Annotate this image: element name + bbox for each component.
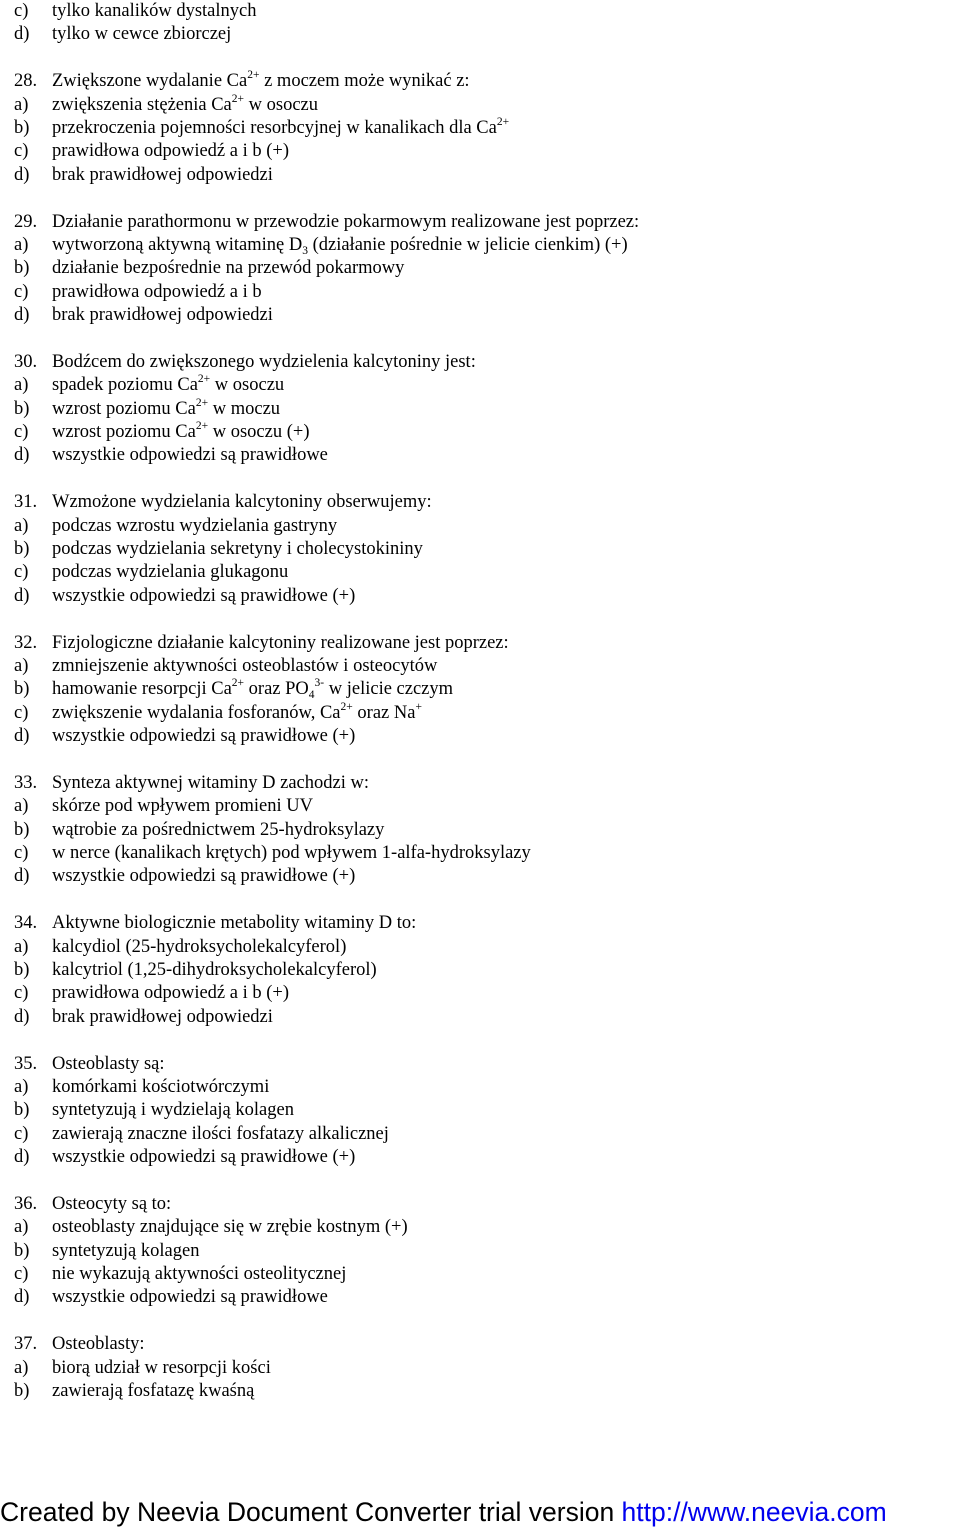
option-label: c) (14, 702, 29, 723)
option-line (14, 1006, 954, 1029)
question-text: Wzmożone wydzielania kalcytoniny obserwujemy: (52, 492, 432, 513)
option-line (14, 1240, 954, 1263)
option-line (14, 117, 954, 140)
option-text: wszystkie odpowiedzi są prawidłowe (+) (52, 866, 356, 887)
option-line (14, 936, 954, 959)
question-text: Fizjologiczne działanie kalcytoniny realizowane jest poprzez: (52, 632, 509, 653)
option-text: zawierają znaczne ilości fosfatazy alkalicznej (52, 1123, 389, 1144)
question-line (14, 1333, 954, 1356)
question-line (14, 772, 954, 795)
option-label: c) (14, 1123, 29, 1144)
option-label: b) (14, 679, 30, 700)
option-label: d) (14, 866, 30, 887)
option-line (14, 398, 954, 421)
option-line (14, 702, 954, 725)
option-label: d) (14, 24, 30, 45)
option-text: nie wykazują aktywności osteolitycznej (52, 1264, 347, 1285)
option-line (14, 561, 954, 584)
option-line (14, 164, 954, 187)
option-text: osteoblasty znajdujące się w zrębie kostnym (+) (52, 1217, 408, 1238)
option-label: c) (14, 983, 29, 1004)
option-label: c) (14, 281, 29, 302)
option-label: a) (14, 1357, 29, 1378)
option-line (14, 1076, 954, 1099)
option-line (14, 538, 954, 561)
option-label: d) (14, 305, 30, 326)
option-label: c) (14, 1264, 29, 1285)
option-label: d) (14, 585, 30, 606)
question-line (14, 632, 954, 655)
option-text: spadek poziomu $Ca^{2+}$ w osoczu (52, 373, 285, 396)
question-line (14, 211, 954, 234)
option-line (14, 444, 954, 467)
option-text: działanie bezpośrednie na przewód pokarmowy (52, 258, 405, 279)
option-label: d) (14, 1287, 30, 1308)
option-label: a) (14, 94, 29, 115)
option-line (14, 678, 954, 701)
option-label: c) (14, 843, 29, 864)
option-line (14, 1357, 954, 1380)
option-line (14, 1263, 954, 1286)
option-label: c) (14, 422, 29, 443)
option-text: brak prawidłowej odpowiedzi (52, 1006, 273, 1027)
converter-footer (0, 1493, 960, 1532)
option-line (14, 725, 954, 748)
option-text: wzrost poziomu $Ca^{2+}$ w osoczu (+) (52, 420, 310, 443)
option-line (14, 1123, 954, 1146)
option-label: b) (14, 1381, 30, 1402)
option-line (14, 0, 954, 23)
option-label: d) (14, 1006, 30, 1027)
question-number: 35. (14, 1053, 38, 1074)
question-number: 34. (14, 913, 38, 934)
option-text: przekroczenia pojemności resorbcyjnej w kanalikach dla $Ca^{2+}$ (52, 115, 510, 138)
option-line (14, 1380, 954, 1403)
option-text: zwiększenia stężenia $Ca^{2+}$ w osoczu (52, 92, 319, 115)
option-text: podczas wydzielania glukagonu (52, 562, 289, 583)
option-label: a) (14, 936, 29, 957)
option-text: komórkami kościotwórczymi (52, 1076, 270, 1097)
footer-link[interactable]: http://www.neevia.com (621, 1497, 887, 1527)
option-line (14, 421, 954, 444)
option-text: hamowanie resorpcji $Ca^{2+}$ oraz $PO_4^{3-}$ w jelicie czczym (52, 677, 454, 702)
option-text: syntetyzują i wydzielają kolagen (52, 1100, 294, 1121)
question-line (14, 70, 954, 93)
question-line (14, 1053, 954, 1076)
question-line (14, 1193, 954, 1216)
option-line (14, 655, 954, 678)
option-line (14, 1216, 954, 1239)
option-line (14, 795, 954, 818)
question-text: Bodźcem do zwiększonego wydzielenia kalcytoniny jest: (52, 351, 476, 372)
option-text: wątrobie za pośrednictwem 25-hydroksylazy (52, 819, 385, 840)
option-line (14, 819, 954, 842)
option-line (14, 1286, 954, 1309)
option-line (14, 842, 954, 865)
question-number: 30. (14, 351, 38, 372)
option-text: prawidłowa odpowiedź a i b (+) (52, 983, 289, 1004)
question-text: Aktywne biologicznie metabolity witaminy D to: (52, 913, 417, 934)
question-text: Synteza aktywnej witaminy D zachodzi w: (52, 772, 369, 793)
option-line (14, 585, 954, 608)
option-label: d) (14, 1147, 30, 1168)
option-label: a) (14, 375, 29, 396)
option-text: wszystkie odpowiedzi są prawidłowe (52, 445, 328, 466)
option-line (14, 959, 954, 982)
option-line (14, 257, 954, 280)
option-text: biorą udział w resorpcji kości (52, 1357, 271, 1378)
question-text: Osteoblasty: (52, 1334, 145, 1355)
option-label: a) (14, 234, 29, 255)
option-line (14, 23, 954, 46)
option-line (14, 865, 954, 888)
option-text: zawierają fosfatazę kwaśną (52, 1381, 255, 1402)
question-number: 37. (14, 1334, 38, 1355)
option-line (14, 94, 954, 117)
option-line (14, 1146, 954, 1169)
option-label: d) (14, 164, 30, 185)
option-label: b) (14, 117, 30, 138)
option-text: zmniejszenie aktywności osteoblastów i osteocytów (52, 655, 438, 676)
option-text: wytworzoną aktywną witaminę $D_3$ (działanie pośrednie w jelicie cienkim) (+) (52, 234, 628, 257)
option-text: wszystkie odpowiedzi są prawidłowe (+) (52, 726, 356, 747)
option-line (14, 1099, 954, 1122)
option-label: c) (14, 1, 29, 21)
option-line (14, 982, 954, 1005)
option-text: prawidłowa odpowiedź a i b (52, 281, 262, 302)
question-text: Zwiększone wydalanie $Ca^{2+}$ z moczem może wynikać z: (52, 69, 470, 92)
option-label: d) (14, 726, 30, 747)
question-text: Osteocyty są to: (52, 1193, 172, 1214)
option-label: a) (14, 515, 29, 536)
footer-text: Created by Neevia Document Converter trial version (0, 1497, 622, 1527)
option-line (14, 234, 954, 257)
option-text: brak prawidłowej odpowiedzi (52, 305, 273, 326)
question-line (14, 351, 954, 374)
option-label: a) (14, 1217, 29, 1238)
option-text: podczas wydzielania sekretyny i cholecystokininy (52, 538, 423, 559)
option-text: w nerce (kanalikach krętych) pod wpływem 1-alfa-hydroksylazy (52, 843, 531, 864)
option-label: b) (14, 1100, 30, 1121)
option-text: zwiększenie wydalania fosforanów, $Ca^{2+}$ oraz Na+ (52, 700, 422, 723)
option-text: brak prawidłowej odpowiedzi (52, 164, 273, 185)
option-label: a) (14, 796, 29, 817)
question-number: 28. (14, 71, 38, 92)
option-label: b) (14, 538, 30, 559)
option-text: wszystkie odpowiedzi są prawidłowe (+) (52, 1147, 356, 1168)
option-label: d) (14, 445, 30, 466)
question-text: Działanie parathormonu w przewodzie pokarmowym realizowane jest poprzez: (52, 211, 640, 232)
option-label: c) (14, 562, 29, 583)
option-text: wzrost poziomu $Ca^{2+}$ w moczu (52, 396, 281, 419)
option-line (14, 140, 954, 163)
option-text: tylko w cewce zbiorczej (52, 24, 232, 45)
question-number: 31. (14, 492, 38, 513)
option-text: podczas wzrostu wydzielania gastryny (52, 515, 338, 536)
question-line (14, 491, 954, 514)
option-label: b) (14, 960, 30, 981)
option-label: c) (14, 141, 29, 162)
option-line (14, 304, 954, 327)
option-text: prawidłowa odpowiedź a i b (+) (52, 141, 289, 162)
option-text: wszystkie odpowiedzi są prawidłowe (52, 1287, 328, 1308)
option-line (14, 515, 954, 538)
question-number: 29. (14, 211, 38, 232)
document-page (14, 0, 954, 1403)
option-label: a) (14, 655, 29, 676)
question-line (14, 912, 954, 935)
option-label: a) (14, 1076, 29, 1097)
option-text: wszystkie odpowiedzi są prawidłowe (+) (52, 585, 356, 606)
option-text: kalcydiol (25-hydroksycholekalcyferol) (52, 936, 347, 957)
option-label: b) (14, 398, 30, 419)
option-line (14, 281, 954, 304)
option-text: syntetyzują kolagen (52, 1240, 200, 1261)
option-text: tylko kanalików dystalnych (52, 1, 257, 21)
option-text: skórze pod wpływem promieni UV (52, 796, 314, 817)
option-label: b) (14, 258, 30, 279)
question-text: Osteoblasty są: (52, 1053, 165, 1074)
option-line (14, 374, 954, 397)
question-number: 32. (14, 632, 38, 653)
question-number: 36. (14, 1193, 38, 1214)
option-label: b) (14, 819, 30, 840)
question-number: 33. (14, 772, 38, 793)
option-label: b) (14, 1240, 30, 1261)
option-text: kalcytriol (1,25-dihydroksycholekalcyferol) (52, 960, 377, 981)
